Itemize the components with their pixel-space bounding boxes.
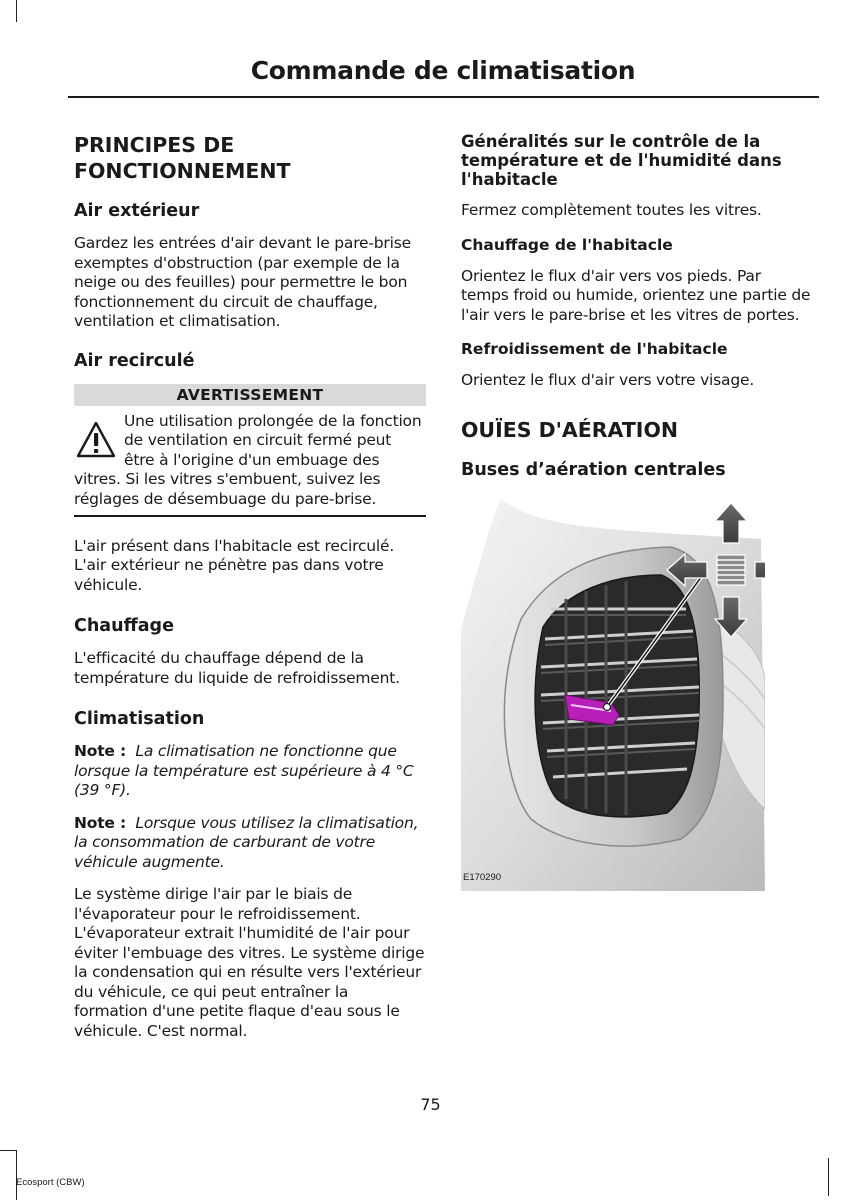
vent-drawing [461,499,765,891]
note-1-label: Note : [74,742,126,760]
note-2 [74,814,426,873]
note-1 [74,742,426,801]
section-title-principes: PRINCIPES DE FONCTIONNEMENT [74,133,291,183]
crop-mark [0,1150,16,1151]
note-2-text: Lorsque vous utilisez la climatisation, la consommation de carburant de votre véhicule augmente. [74,813,419,871]
heading-refroidissement-habitacle: Refroidissement de l'habitacle [461,340,728,358]
right-column [461,132,813,891]
paragraph-refroidissement-habitacle: Orientez le flux d'air vers votre visage. [461,371,755,389]
warning-text: Une utilisation prolongée de la fonction de ventilation en circuit fermé peut être à l'origine d'un embuage des vitres. Si les vitres s'embuent, suivez les réglages de désembuage du pare-brise. [74,411,422,508]
warning-label: AVERTISSEMENT [74,384,426,406]
heading-chauffage: Chauffage [74,616,174,636]
page-title: Commande de climatisation [250,56,636,85]
paragraph-chauffage: L'efficacité du chauffage dépend de la température du liquide de refroidissement. [74,649,400,687]
note-1-text: La climatisation ne fonctionne que lorsque la température est supérieure à 4 °C (39 °F). [74,742,414,799]
paragraph-air-recircule: L'air présent dans l'habitacle est recirculé. L'air extérieur ne pénètre pas dans votre véhicule. [74,536,395,594]
paragraph-air-exterieur: Gardez les entrées d'air devant le pare-brise exemptes d'obstruction (par exemple de la neige ou des feuilles) pour permettre le bon fonctionnement du circuit de chauffage, ventilation et climatisation. [74,234,411,330]
document-name: Ecosport (CBW) [16,1177,85,1188]
crop-mark [828,1158,829,1196]
heading-buses: Buses d’aération centrales [461,459,726,480]
warning-box [74,384,426,517]
note-2-label: Note : [74,813,126,832]
crop-mark [16,0,17,22]
paragraph-climatisation: Le système dirige l'air par le biais de l'évaporateur pour le refroidissement. L'évaporateur extrait l'humidité de l'air pour éviter l'embuage des vitres. Le système dirige la condensation qui en résulte vers l'extérieur du véhicule, ce qui peut entraîner la formation d'une petite flaque d'eau sous le véhicule. C'est normal. [74,885,425,1040]
warning-triangle-icon [76,420,116,460]
warning-rule [74,515,426,517]
heading-climatisation: Climatisation [74,709,205,729]
left-column [74,132,426,1054]
heading-air-recircule: Air recirculé [74,350,195,371]
heading-generalites: Généralités sur le contrôle de la température et de l'humidité dans l'habitacle [461,132,782,189]
page-number: 75 [420,1095,441,1114]
crop-mark [16,1150,17,1200]
section-title-ouies: OUÏES D'AÉRATION [461,417,679,442]
paragraph-chauffage-habitacle: Orientez le flux d'air vers vos pieds. Par temps froid ou humide, orientez une partie de l'air vers le pare-brise et les vitres de portes. [461,266,811,324]
warning-body [74,412,426,510]
header-rule [68,96,819,98]
vent-illustration [461,499,765,891]
heading-air-exterieur: Air extérieur [74,201,200,221]
heading-chauffage-habitacle: Chauffage de l'habitacle [461,235,673,254]
figure-label: E170290 [463,871,502,883]
paragraph-generalites: Fermez complètement toutes les vitres. [461,201,762,219]
